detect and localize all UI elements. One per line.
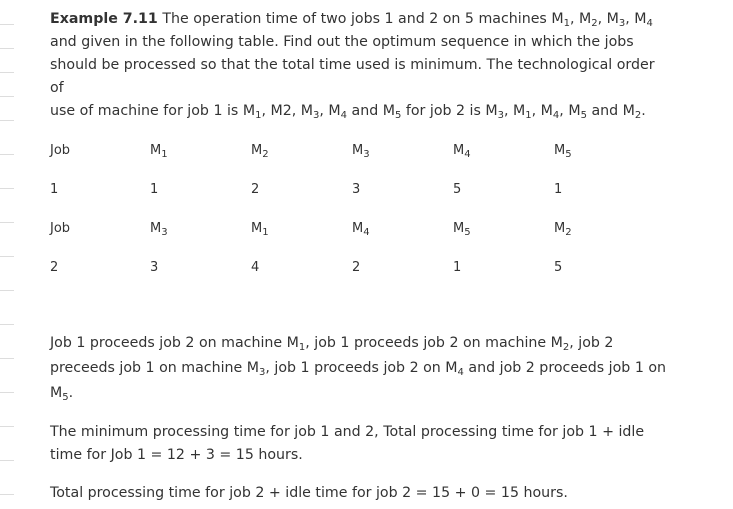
table-cell: $M_2$ bbox=[554, 221, 572, 238]
table-cell: 1 bbox=[50, 182, 59, 197]
table-cell: $M_3$ bbox=[352, 143, 370, 160]
table-cell: 5 bbox=[554, 260, 563, 275]
document-content bbox=[50, 8, 667, 501]
table-cell: 1 bbox=[453, 260, 462, 275]
table-cell: 1 bbox=[554, 182, 563, 197]
table-cell: 1 bbox=[150, 182, 159, 197]
table-cell: Job bbox=[50, 143, 71, 158]
job1-time-paragraph: The minimum processing time for job 1 and 2, Total processing time for job 1 + idle time for Job 1 = 12 + 3 = 15 hours. bbox=[50, 424, 645, 463]
table-row bbox=[50, 131, 660, 170]
table-cell: $M_5$ bbox=[453, 221, 471, 238]
table-cell: 5 bbox=[453, 182, 462, 197]
table-cell: 2 bbox=[352, 260, 361, 275]
sequence-paragraph: Job 1 proceeds job 2 on machine $M_1$, job 1 proceeds job 2 on machine $M_2$, job 2 preceeds job 1 on machine $M_3$, job 1 proceeds job 2 on $M_4$ and job 2 proceeds job 1 on $M_5$. bbox=[50, 335, 667, 403]
job2-time-paragraph: Total processing time for job 2 + idle time for job 2 = 15 + 0 = 15 hours. bbox=[50, 485, 568, 501]
table-cell: $M_5$ bbox=[554, 143, 572, 160]
table-cell: $M_1$ bbox=[251, 221, 269, 238]
table-row bbox=[50, 248, 660, 287]
table-cell: $M_4$ bbox=[453, 143, 471, 160]
table-cell: 3 bbox=[352, 182, 361, 197]
example-line-4: use of machine for job 1 is $M_1$, M2, $M_3$, $M_4$ and $M_5$ for job 2 is $M_3$, $M_1$, $M_4$, $M_5$ and $M_2$. bbox=[50, 103, 646, 121]
example-line-2: and given in the following table. Find out the optimum sequence in which the jobs bbox=[50, 34, 634, 50]
table-cell: $M_1$ bbox=[150, 143, 168, 160]
table-cell: Job bbox=[50, 221, 71, 236]
example-label: Example 7.11 bbox=[50, 11, 158, 27]
table-row bbox=[50, 170, 660, 209]
operation-time-table bbox=[50, 131, 660, 287]
example-text: The operation time of two jobs 1 and 2 on 5 machines M bbox=[162, 11, 564, 27]
table-cell: $M_3$ bbox=[150, 221, 168, 238]
table-cell: $M_2$ bbox=[251, 143, 269, 160]
example-line-1: Example 7.11 The operation time of two jobs 1 and 2 on 5 machines $M_1$, $M_2$, $M_3$, $M_4$ bbox=[50, 11, 653, 29]
example-line-3: should be processed so that the total time used is minimum. The technological order of bbox=[50, 57, 655, 96]
example-statement bbox=[50, 8, 660, 123]
table-row bbox=[50, 209, 660, 248]
table-cell: 3 bbox=[150, 260, 159, 275]
table-cell: 2 bbox=[251, 182, 260, 197]
table-cell: $M_4$ bbox=[352, 221, 370, 238]
left-margin-rule bbox=[0, 0, 14, 509]
table-cell: 2 bbox=[50, 260, 59, 275]
table-cell: 4 bbox=[251, 260, 260, 275]
